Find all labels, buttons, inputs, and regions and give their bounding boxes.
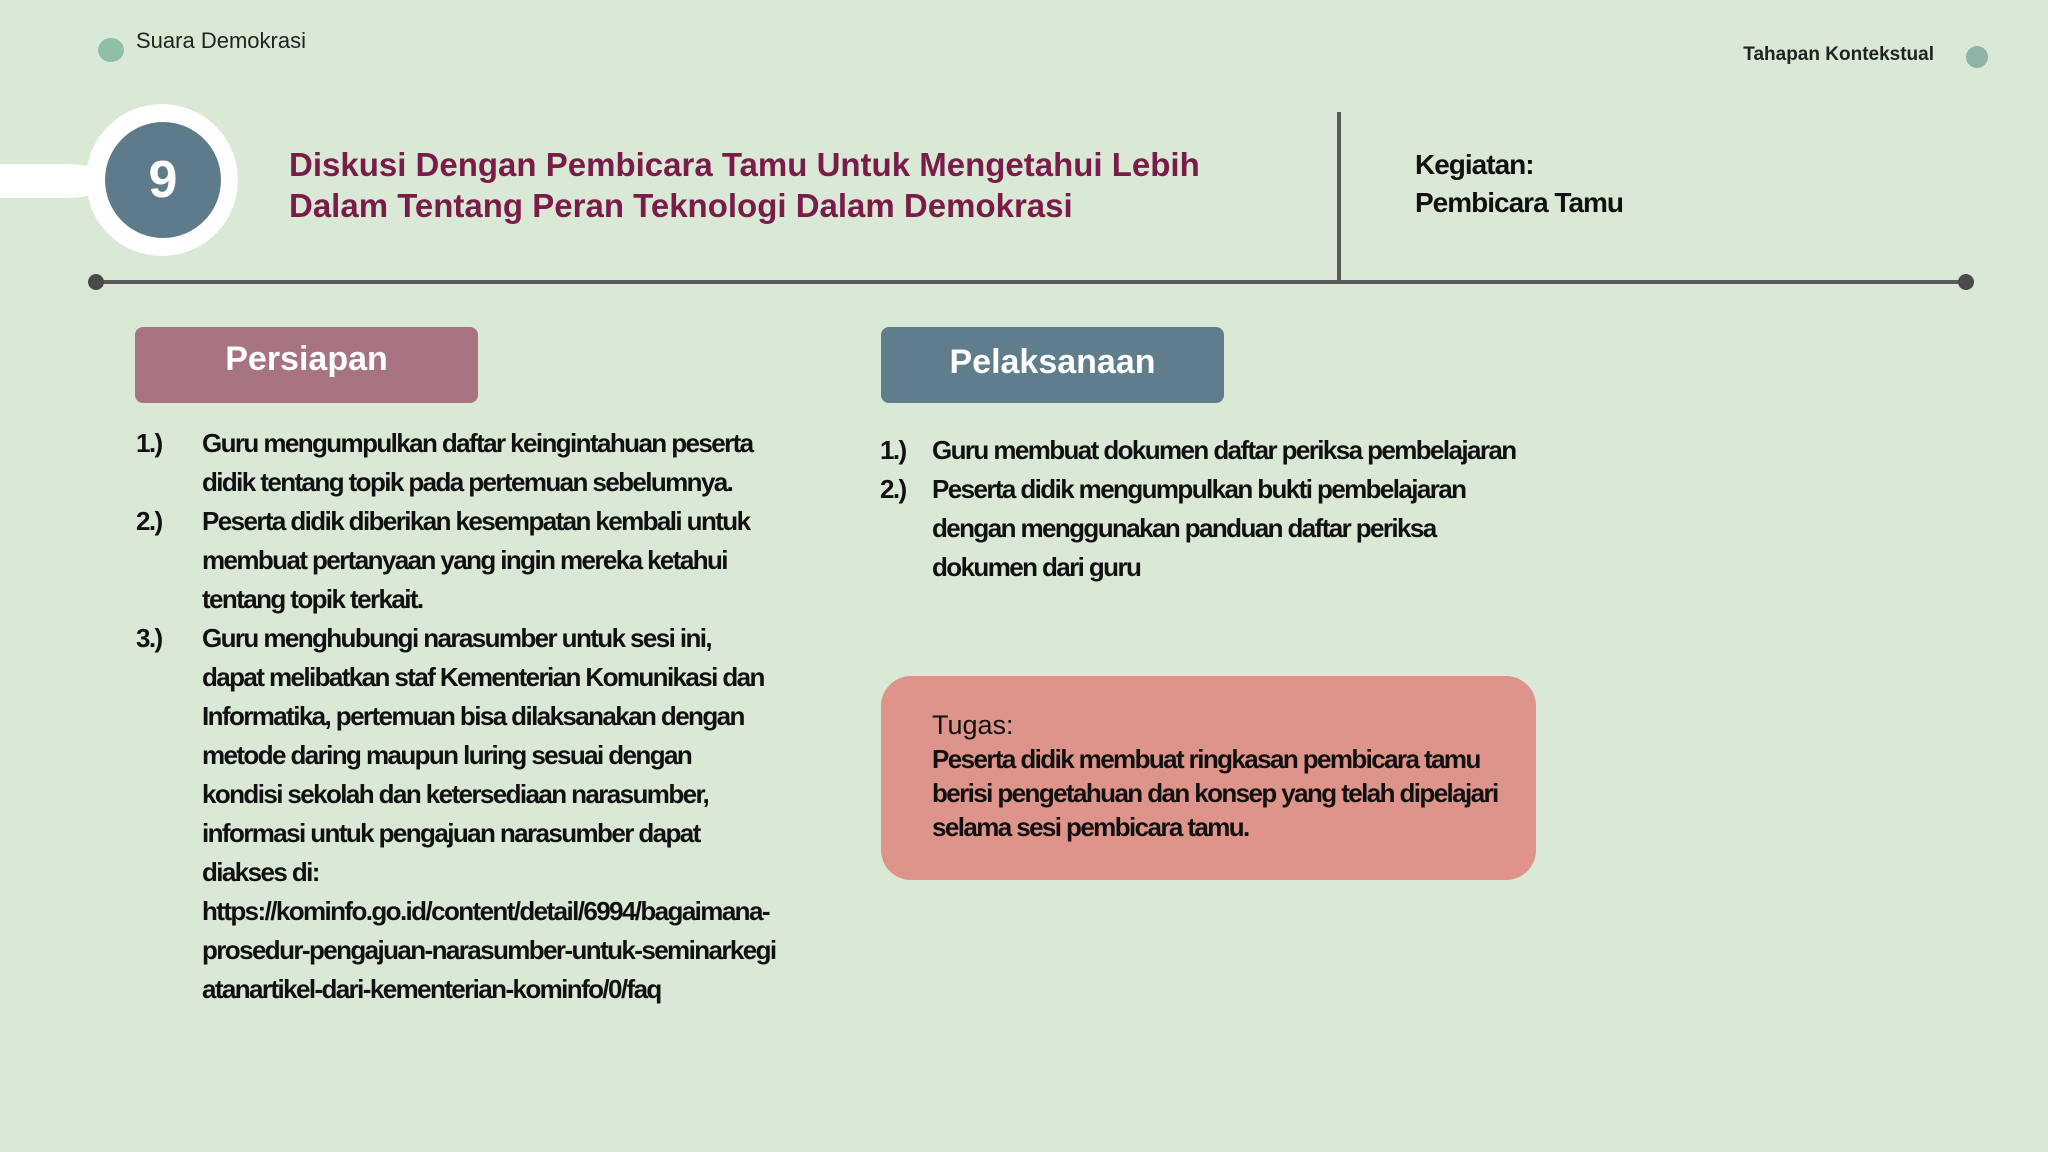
step-title: Diskusi Dengan Pembicara Tamu Untuk Mengetahui Lebih Dalam Tentang Peran Teknologi Dalam Demokrasi <box>289 146 1200 224</box>
list-item <box>136 619 776 1009</box>
list-item <box>136 424 776 502</box>
divider-left-endpoint <box>88 274 104 290</box>
stage-dot-icon <box>1966 46 1988 68</box>
list-item-text: Peserta didik diberikan kesempatan kembali untuk membuat pertanyaan yang ingin mereka ketahui tentang topik terkait. <box>202 506 750 614</box>
list-item <box>880 470 1520 587</box>
activity-label: Kegiatan: <box>1415 149 1534 180</box>
list-item-number: 1.) <box>880 435 906 465</box>
stage-label: Tahapan Kontekstual <box>1743 44 1934 65</box>
narasumber-link[interactable]: https://kominfo.go.id/content/detail/6994/bagaimana-prosedur-pengajuan-narasumber-untuk-seminarkegiatanartikel-dari-kementerian-kominfo/0/faq <box>202 896 776 1004</box>
list-item-text: Guru mengumpulkan daftar keingintahuan peserta didik tentang topik pada pertemuan sebelumnya. <box>202 428 753 497</box>
brand-name: Suara Demokrasi <box>136 28 306 53</box>
list-item-number: 1.) <box>136 428 162 458</box>
vertical-divider <box>1337 112 1341 280</box>
list-item-number: 3.) <box>136 623 162 653</box>
list-item-text: Guru menghubungi narasumber untuk sesi ini, dapat melibatkan staf Kementerian Komunikasi dan Informatika, pertemuan bisa dilaksanakan dengan metode daring maupun luring sesuai dengan kondisi sekolah dan ketersediaan narasumber, informasi untuk pengajuan narasumber dapat diakses di: <box>202 623 764 887</box>
list-item-number: 2.) <box>880 474 906 504</box>
persiapan-list <box>136 424 776 1009</box>
list-item-number: 2.) <box>136 506 162 536</box>
brand-dot-icon <box>98 38 124 62</box>
list-item-text: Guru membuat dokumen daftar periksa pembelajaran <box>932 435 1516 465</box>
activity-block <box>1415 146 1623 222</box>
pelaksanaan-header: Pelaksanaan <box>881 327 1224 403</box>
list-item <box>880 431 1520 470</box>
tugas-label: Tugas: <box>932 710 1014 740</box>
list-item-text: Peserta didik mengumpulkan bukti pembelajaran dengan menggunakan panduan daftar periksa dokumen dari guru <box>932 474 1466 582</box>
persiapan-header: Persiapan <box>135 327 478 403</box>
step-number-badge: 9 <box>105 122 221 238</box>
divider-right-endpoint <box>1958 274 1974 290</box>
activity-value: Pembicara Tamu <box>1415 187 1624 218</box>
pelaksanaan-list <box>880 431 1520 587</box>
list-item <box>136 502 776 619</box>
tugas-text: Peserta didik membuat ringkasan pembicara tamu berisi pengetahuan dan konsep yang telah dipelajari selama sesi pembicara tamu. <box>932 744 1498 842</box>
horizontal-divider <box>96 280 1968 284</box>
